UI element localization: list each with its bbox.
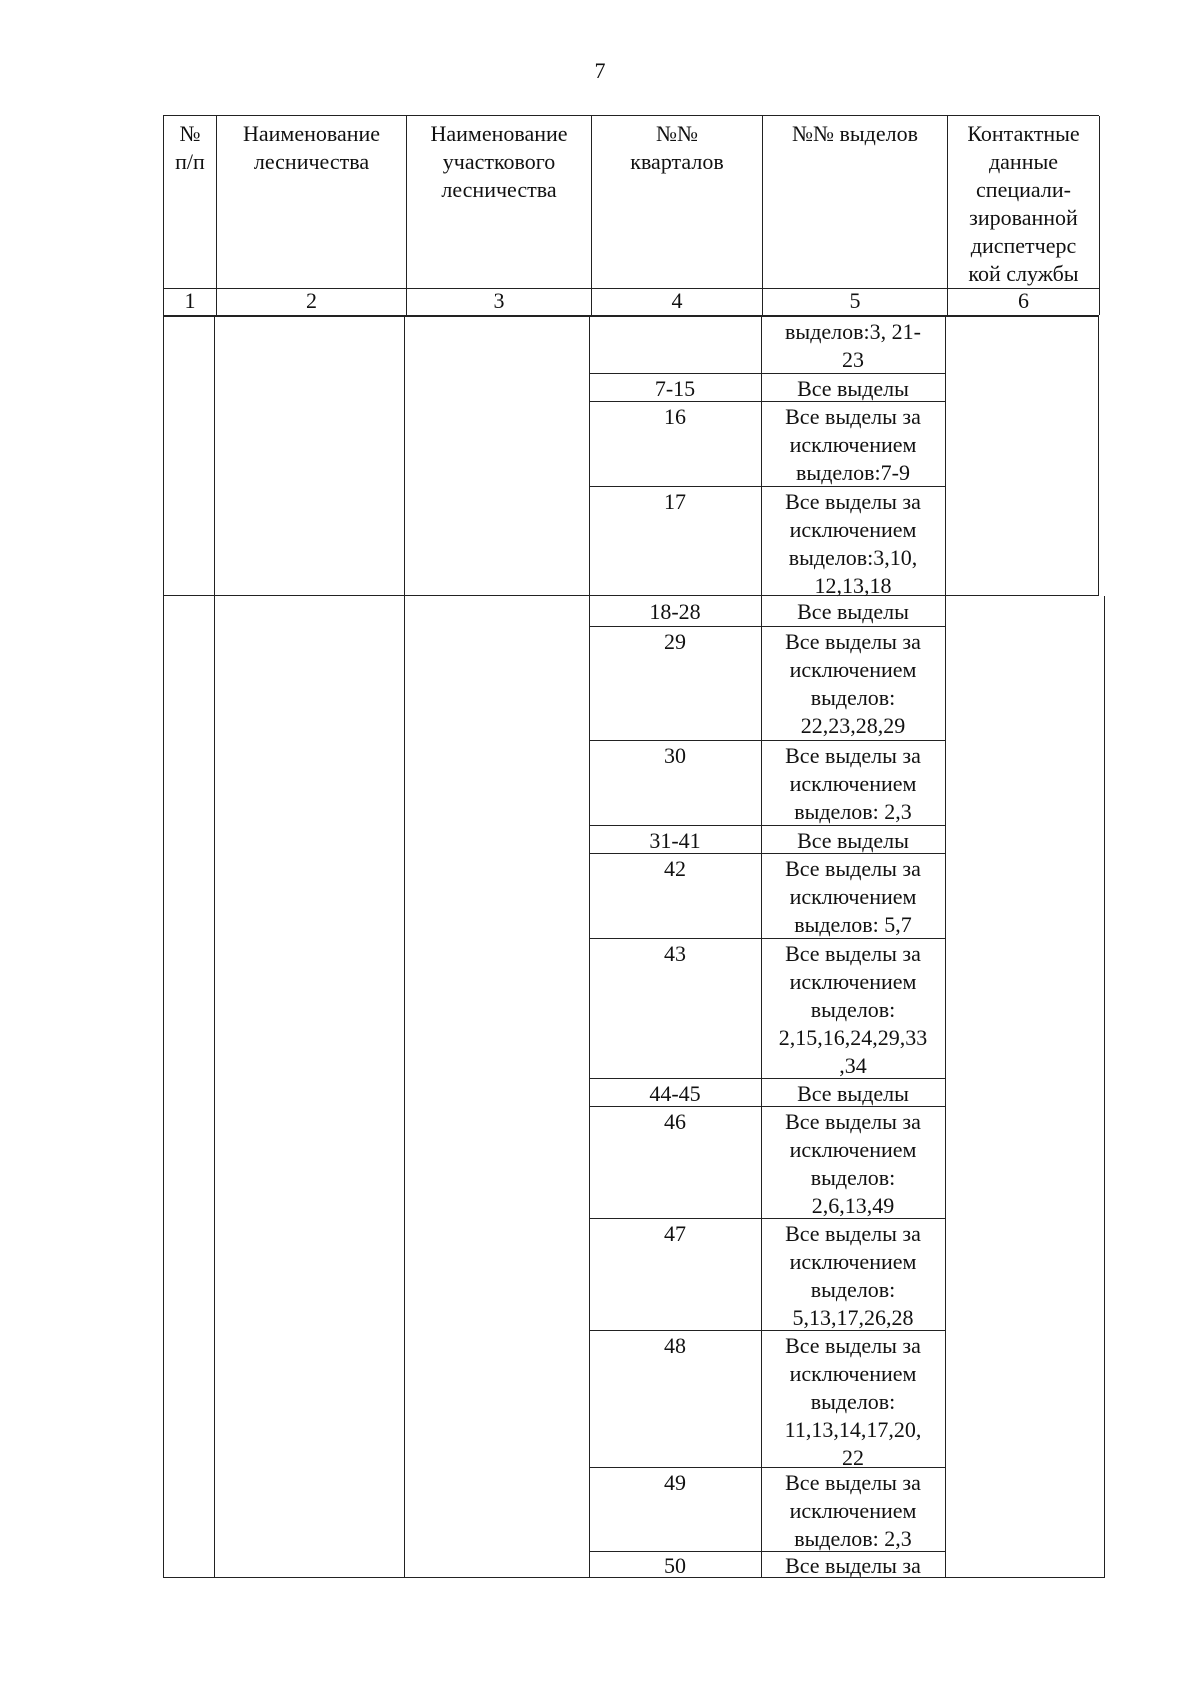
kvartal-cell: 31-41: [649, 828, 701, 853]
row-divider: [589, 626, 945, 627]
col-divider: [404, 596, 405, 1578]
kvartal-cell: 47: [664, 1221, 686, 1246]
vydel-cell: Все выделы за исключением выделов: 2,6,13,49: [785, 1109, 921, 1218]
vydel-cell: Все выделы за исключением выделов:7-9: [785, 404, 921, 485]
kvartal-cell: 48: [664, 1333, 686, 1358]
column-number: 3: [407, 288, 592, 315]
vydel-cell: Все выделы: [797, 828, 909, 853]
kvartal-cell: 49: [664, 1470, 686, 1495]
kvartal-cell: 29: [664, 629, 686, 654]
table-header: [163, 115, 1099, 289]
header-col-vydel: №№ выделов: [763, 116, 948, 288]
col-divider: [404, 316, 405, 596]
kvartal-cell: 17: [664, 489, 686, 514]
col-divider: [589, 316, 590, 596]
table-section-1: [163, 316, 1099, 596]
column-numbers-row: [163, 288, 1099, 316]
kvartal-cell: 7-15: [654, 376, 696, 401]
kvartal-cell: 50: [664, 1553, 686, 1578]
kvartal-cell: 18-28: [649, 599, 701, 624]
row-divider: [589, 740, 945, 741]
column-number: 5: [763, 288, 948, 315]
vydel-cell: Все выделы за исключением выделов:3,10, 12,13,18: [785, 489, 921, 598]
vydel-cell: Все выделы за исключением выделов: 5,13,17,26,28: [785, 1221, 921, 1330]
kvartal-cell: 46: [664, 1109, 686, 1134]
col-divider: [945, 316, 946, 596]
kvartal-cell: 42: [664, 856, 686, 881]
vydel-cell: Все выделы: [797, 376, 909, 401]
kvartal-cell: 30: [664, 743, 686, 768]
column-number: 4: [592, 288, 763, 315]
vydel-cell: выделов:3, 21- 23: [785, 319, 921, 372]
vydel-cell: Все выделы за исключением выделов: 2,3: [785, 743, 921, 824]
header-col-contacts: Контактные данные специали- зированной диспетчерс кой службы: [948, 116, 1100, 288]
header-col-district-forestry: Наименование участкового лесничества: [407, 116, 592, 288]
col-divider: [214, 596, 215, 1578]
vydel-cell: Все выделы за исключением выделов: 2,15,16,24,29,33 ,34: [778, 941, 928, 1078]
vydel-cell: Все выделы за исключением выделов: 5,7: [785, 856, 921, 937]
kvartal-cell: 16: [664, 404, 686, 429]
header-col-kvartal: №№ кварталов: [592, 116, 763, 288]
col-divider: [945, 596, 946, 1578]
col-divider: [214, 316, 215, 596]
page-number: 7: [594, 58, 606, 83]
kvartal-cell: 44-45: [649, 1081, 701, 1106]
vydel-cell: Все выделы за: [785, 1553, 921, 1578]
vydel-cell: Все выделы: [797, 599, 909, 624]
column-number: 2: [217, 288, 407, 315]
column-number: 6: [948, 288, 1100, 315]
header-col-forestry: Наименование лесничества: [217, 116, 407, 288]
vydel-cell: Все выделы за исключением выделов: 2,3: [785, 1470, 921, 1551]
kvartal-cell: 43: [664, 941, 686, 966]
header-col-number: № п/п: [164, 116, 217, 288]
vydel-cell: Все выделы: [797, 1081, 909, 1106]
vydel-cell: Все выделы за исключением выделов: 11,13,14,17,20, 22: [784, 1333, 922, 1470]
vydel-cell: Все выделы за исключением выделов: 22,23,28,29: [785, 629, 921, 738]
column-number: 1: [164, 288, 217, 315]
